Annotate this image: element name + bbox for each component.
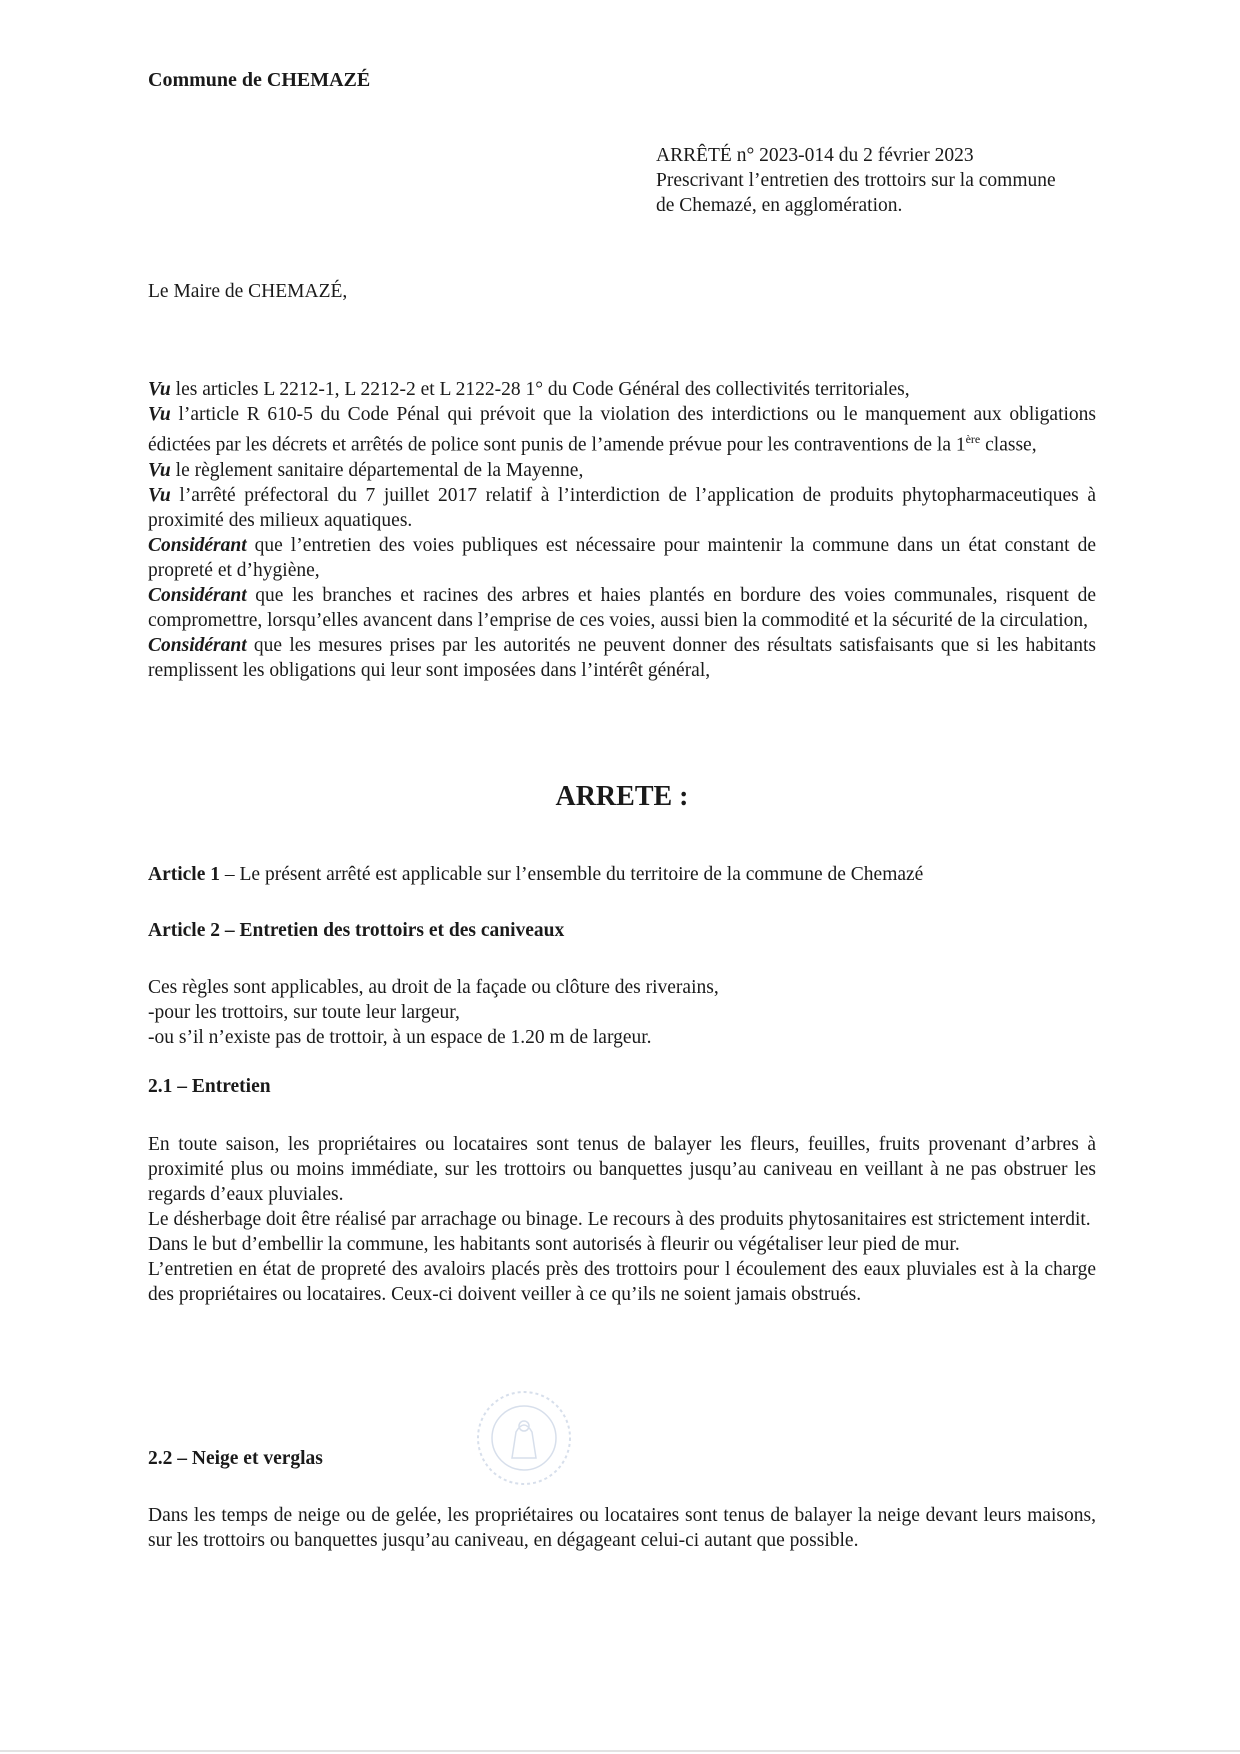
arrete-title-block [656, 143, 1156, 218]
considerations-block [148, 377, 1096, 683]
section-2-2-body [148, 1503, 1096, 1553]
section-2-1-heading: 2.1 – Entretien [148, 1076, 271, 1097]
arrete-subject-line-1: Prescrivant l’entretien des trottoirs sur la commune [656, 170, 1056, 191]
article-2-line: Ces règles sont applicables, au droit de la façade ou clôture des riverains, [148, 977, 719, 998]
consideration: Considérant que l’entretien des voies publiques est nécessaire pour maintenir la commune dans un état constant de propreté et d’hygiène, [148, 534, 1096, 581]
article-2-line: -ou s’il n’existe pas de trottoir, à un espace de 1.20 m de largeur. [148, 1027, 652, 1048]
consideration: Vu les articles L 2212-1, L 2212-2 et L 2122-28 1° du Code Général des collectivités territoriales, [148, 379, 910, 400]
section-2-2-heading: 2.2 – Neige et verglas [148, 1448, 323, 1469]
section-2-1-paragraph: Dans le but d’embellir la commune, les habitants sont autorisés à fleurir ou végétaliser leur pied de mur. [148, 1234, 960, 1255]
article-1 [148, 862, 1096, 887]
section-2-2-paragraph: Dans les temps de neige ou de gelée, les propriétaires ou locataires sont tenus de balayer la neige devant leurs maisons, sur les trottoirs ou banquettes jusqu’au caniveau, en dégageant celui-ci autant que possible. [148, 1505, 1096, 1551]
article-1-label: Article 1 [148, 864, 221, 885]
consideration: Vu l’arrêté préfectoral du 7 juillet 2017 relatif à l’interdiction de l’application de produits phytopharmaceutiques à proximité des milieux aquatiques. [148, 484, 1096, 531]
article-2-heading: Article 2 – Entretien des trottoirs et des caniveaux [148, 920, 565, 941]
consideration: Considérant que les branches et racines des arbres et haies plantés en bordure des voies communales, risquent de compromettre, lorsqu’elles avancent dans l’emprise de ces voies, aussi bien la commodité et la sécurité de la circulation, [148, 584, 1096, 631]
consideration: Vu l’article R 610-5 du Code Pénal qui prévoit que la violation des interdictions ou le manquement aux obligations édictées par les décrets et arrêtés de police sont punis de l’amende prévue pour les contraventions de la 1ère classe, [148, 404, 1096, 456]
consideration: Considérant que les mesures prises par les autorités ne peuvent donner des résultats satisfaisants que si les habitants remplissent les obligations qui leur sont imposées dans l’intérêt général, [148, 634, 1096, 681]
municipal-seal-icon [474, 1388, 574, 1488]
consideration: Vu le règlement sanitaire départemental de la Mayenne, [148, 459, 584, 481]
commune-name: Commune de CHEMAZÉ [148, 69, 371, 91]
arrete-subject-line-2: de Chemazé, en agglomération. [656, 195, 903, 216]
section-2-1-paragraph: En toute saison, les propriétaires ou locataires sont tenus de balayer les fleurs, feuilles, fruits provenant d’arbres à proximité plus ou moins immédiate, sur les trottoirs ou banquettes jusqu’au caniveau en veillant à ne pas obstruer les regards d’eaux pluviales. [148, 1134, 1096, 1205]
article-1-text: – Le présent arrêté est applicable sur l’ensemble du territoire de la commune de Chemazé [220, 864, 924, 885]
arrete-number: ARRÊTÉ n° 2023-014 du 2 février 2023 [656, 145, 974, 166]
section-2-1-paragraph: Le désherbage doit être réalisé par arrachage ou binage. Le recours à des produits phytosanitaires est strictement interdit. [148, 1209, 1091, 1230]
arrete-heading: ARRETE : [555, 781, 689, 812]
article-2-body [148, 975, 1096, 1050]
article-2-line: -pour les trottoirs, sur toute leur largeur, [148, 1002, 460, 1023]
section-2-1-body [148, 1132, 1096, 1307]
maire-line: Le Maire de CHEMAZÉ, [148, 281, 348, 302]
section-2-1-paragraph: L’entretien en état de propreté des avaloirs placés près des trottoirs pour l écoulement des eaux pluviales est à la charge des propriétaires ou locataires. Ceux-ci doivent veiller à ce qu’ils ne soient jamais obstrués. [148, 1259, 1096, 1305]
page-edge-divider [0, 1750, 1240, 1752]
